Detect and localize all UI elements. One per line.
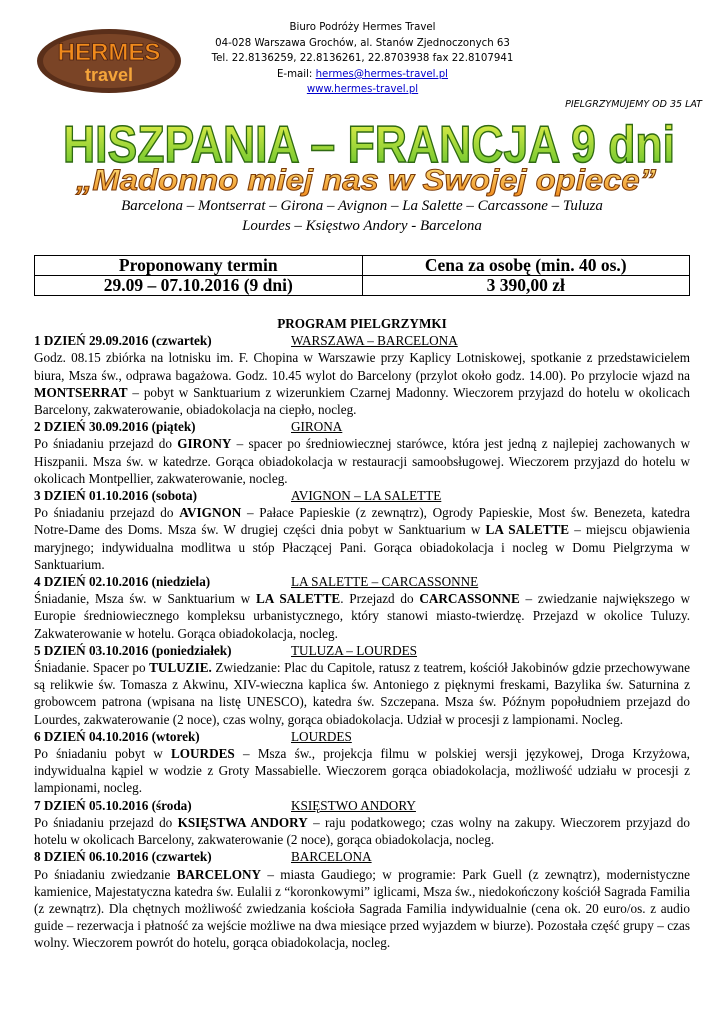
- agency-email-line: [190, 67, 535, 83]
- email-label: E-mail:: [276, 68, 316, 80]
- day-header: [34, 797, 690, 814]
- agency-contact: [190, 20, 535, 98]
- day-header: [34, 642, 690, 659]
- route-line-1: Barcelona – Montserrat – Girona – Avignon – La Salette – Carcassone – Tuluza: [121, 198, 603, 214]
- terms-value-row: [35, 276, 690, 296]
- day-block: [34, 728, 690, 797]
- hermes-travel-logo: [36, 28, 182, 94]
- route-list: [36, 196, 688, 236]
- trip-subtitle-text: „Madonno miej nas w Swojej opiece”: [74, 164, 656, 197]
- term-header: Proponowany termin: [35, 256, 363, 276]
- day-date: 4 DZIEŃ 02.10.2016 (niedziela): [34, 574, 211, 590]
- day-description: Po śniadaniu pobyt w LOURDES – Msza św., projekcja filmu w polskiej wersji językowej, Droga Krzyżowa, indywidualna kąpiel w wodzie z Groty Massabielle. Wieczorem gorąca obiadokolacja, możliwość udziału w procesji z lampionami, nocleg.: [34, 746, 690, 796]
- day-description: Po śniadaniu zwiedzanie BARCELONY – miasta Gaudiego; w programie: Park Guell (z zewnątrz), modernistyczne kamienice, Majestatyczna katedra św. Eulalii z “koronkowymi” iglicami, Msza św., niedokończony kościół Sagrada Familia (z zewnątrz). Dla chętnych możliwość zwiedzania kościoła Sagrada Familia indywidualnie (cena ok. 20 euro/os. z audio guide – rezerwacja i płatność za wejście możliwe na dwa miesiące przed wyjazdem w biurze). Pozostała część grupy – czas wolny. Wieczorem powrót do hotelu, gorąca obiadokolacja, nocleg.: [34, 866, 690, 951]
- trip-title-text: HISZPANIA – FRANCJA 9 dni: [63, 116, 675, 174]
- day-description: Po śniadaniu przejazd do AVIGNON – Pałace Papieskie (z zewnątrz), Ogrody Papieskie, Most św. Benezeta, katedra Notre-Dame des Doms. Msza św. W drugiej części dnia pobyt w Sanktuarium w LA SALETTE – miejscu objawienia maryjnego; indywidualna modlitwa u stóp Płaczącej Pani. Gorąca obiadokolacja i nocleg w Domu Pielgrzyma w Sanktuarium.: [34, 505, 691, 572]
- email-link[interactable]: hermes@hermes-travel.pl: [315, 68, 449, 80]
- term-value: 29.09 – 07.10.2016 (9 dni): [35, 276, 363, 296]
- price-value: 3 390,00 zł: [362, 276, 690, 296]
- terms-header-row: [35, 256, 690, 276]
- day-header: [34, 418, 690, 435]
- program: [34, 315, 690, 952]
- day-route: AVIGNON – LA SALETTE: [291, 488, 442, 504]
- day-route: WARSZAWA – BARCELONA: [291, 333, 458, 349]
- logo-text-travel: travel: [84, 65, 134, 85]
- day-route: BARCELONA: [291, 849, 372, 865]
- agency-name: Biuro Podróży Hermes Travel: [289, 22, 436, 33]
- day-route: LA SALETTE – CARCASSONNE: [291, 574, 479, 590]
- website-link[interactable]: www.hermes-travel.pl: [306, 84, 419, 96]
- day-header: [34, 573, 690, 590]
- since-slogan: PIELGRZYMUJEMY OD 35 LAT: [565, 99, 702, 110]
- day-date: 3 DZIEŃ 01.10.2016 (sobota): [34, 488, 198, 504]
- day-header: [34, 848, 690, 865]
- day-block: [34, 797, 690, 849]
- day-block: [34, 418, 690, 487]
- day-date: 7 DZIEŃ 05.10.2016 (środa): [34, 797, 192, 813]
- agency-address: 04-028 Warszawa Grochów, al. Stanów Zjednoczonych 63: [215, 37, 510, 49]
- day-route: GIRONA: [291, 419, 343, 435]
- agency-website-line: [190, 82, 535, 98]
- day-header: [34, 728, 690, 745]
- day-block: [34, 332, 690, 418]
- day-date: 1 DZIEŃ 29.09.2016 (czwartek): [34, 333, 212, 349]
- day-block: [34, 642, 690, 728]
- day-date: 2 DZIEŃ 30.09.2016 (piątek): [34, 419, 196, 435]
- day-date: 8 DZIEŃ 06.10.2016 (czwartek): [34, 849, 212, 865]
- route-line-2: Lourdes – Księstwo Andory - Barcelona: [242, 218, 482, 234]
- day-date: 5 DZIEŃ 03.10.2016 (poniedziałek): [34, 642, 232, 658]
- day-header: [34, 487, 690, 504]
- program-days: [34, 332, 690, 951]
- day-description: Po śniadaniu przejazd do KSIĘSTWA ANDORY – raju podatkowego; czas wolny na zakupy. Wieczorem przyjazd do hotelu w okolicach Barcelony, zakwaterowanie (2 noce), gorąca obiadokolacja, nocleg.: [34, 814, 690, 848]
- day-block: [34, 487, 690, 573]
- day-route: LOURDES: [291, 728, 352, 744]
- logo-text-hermes: HERMES: [57, 39, 161, 66]
- program-title: PROGRAM PIELGRZYMKI: [277, 316, 447, 331]
- day-description: Śniadanie, Msza św. w Sanktuarium w LA SALETTE. Przejazd do CARCASSONNE – zwiedzanie największego w Europie średniowiecznego kompleksu urbanistycznego, który stanowi miasto-twierdzę. Przejazd w okolice Tuluzy. Zakwaterowanie w hotelu. Gorąca obiadokolacja, nocleg.: [34, 591, 690, 641]
- day-description: Śniadanie. Spacer po TULUZIE. Zwiedzanie: Plac du Capitole, ratusz z teatrem, kościół Jakobinów gdzie przechowywane są relikwie św. Tomasza z Akwinu, XIV-wieczna kaplica św. Antoniego z pięknymi freskami, Bazylika św. Saturnina z grobowcem patrona (wpisana na listę UNESCO), katedra św. Szczepana. Msza św. Późnym popołudniem przejazd do Lourdes, zakwaterowanie (2 noce), czas wolny, gorąca obiadokolacja. Udział w procesji z lampionami. Nocleg.: [34, 660, 690, 727]
- terms-table: [34, 255, 690, 296]
- day-route: KSIĘSTWO ANDORY: [291, 797, 416, 813]
- day-description: Godz. 08.15 zbiórka na lotnisku im. F. Chopina w Warszawie przy Kaplicy Lotniskowej, spotkanie z przedstawicielem biura, Msza św., odprawa bagażowa. Godz. 10.45 wylot do Barcelony (przylot około godz. 14.00). Po przylocie wjazd na MONTSERRAT – pobyt w Sanktuarium z wizerunkiem Czarnej Madonny. Wieczorem przyjazd do hotelu w okolicach Barcelony, zakwaterowanie, obiadokolacja na ciepło, nocleg.: [34, 350, 690, 418]
- day-route: TULUZA – LOURDES: [291, 642, 418, 658]
- agency-phones: Tel. 22.8136259, 22.8136261, 22.8703938 fax 22.8107941: [211, 53, 514, 65]
- day-description: Po śniadaniu przejazd do GIRONY – spacer po średniowiecznej starówce, która jest jedną z najlepiej zachowanych w Hiszpanii. Msza św. w katedrze. Gorąca obiadokolacja w restauracji samoobsługowej. Wieczorem przyjazd do hotelu w okolicach Montpellier, zakwaterowanie, nocleg.: [34, 436, 690, 486]
- day-block: [34, 573, 690, 642]
- day-block: [34, 848, 690, 951]
- day-header: [34, 332, 690, 349]
- day-date: 6 DZIEŃ 04.10.2016 (wtorek): [34, 728, 200, 744]
- price-header: Cena za osobę (min. 40 os.): [362, 256, 690, 276]
